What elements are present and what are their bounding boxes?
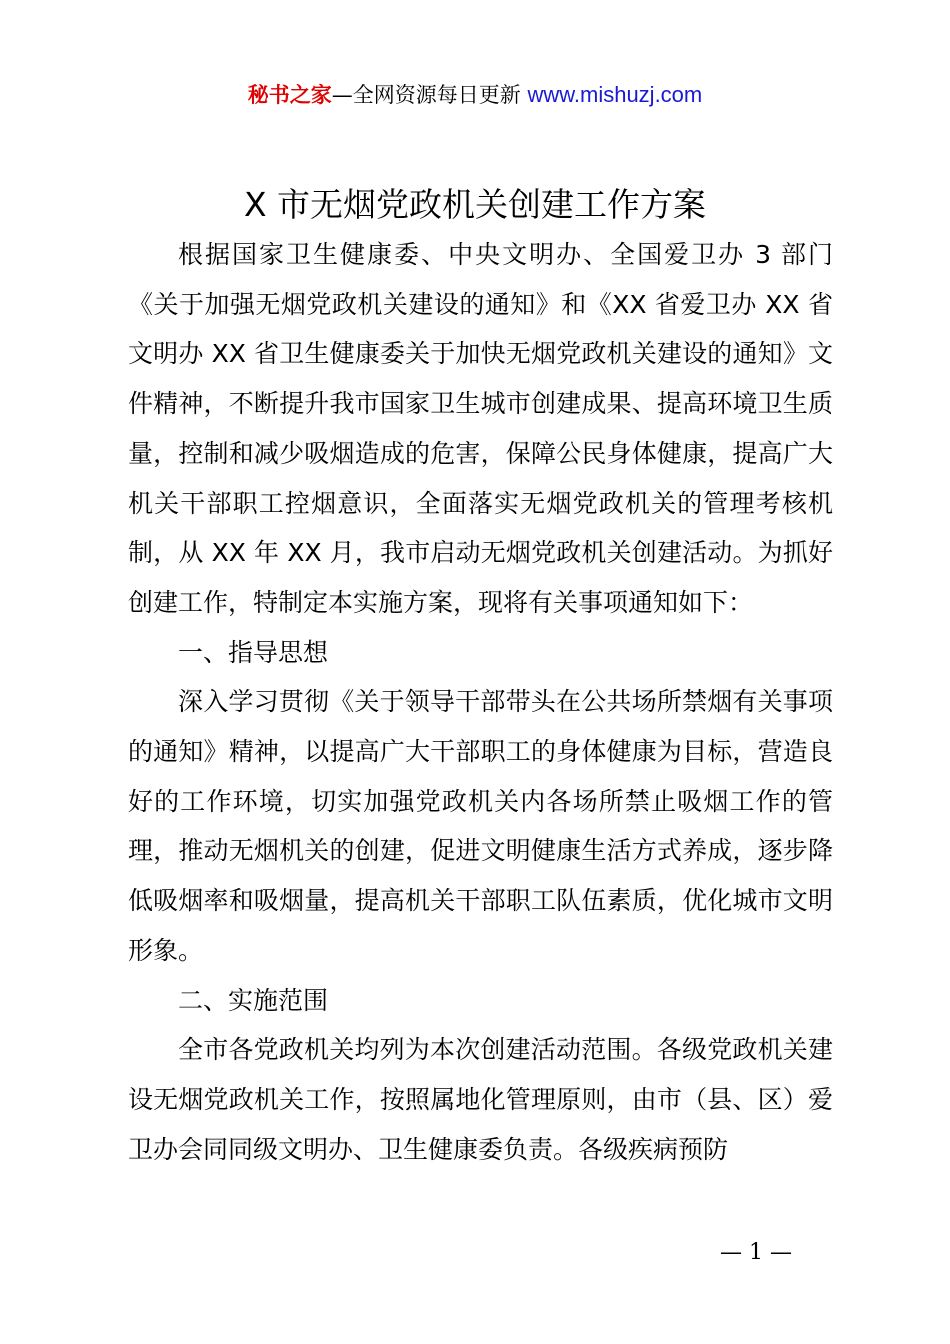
- site-url-link[interactable]: www.mishuzj.com: [527, 82, 703, 107]
- document-body: [128, 230, 833, 1174]
- section-heading-scope: 二、实施范围: [178, 985, 329, 1015]
- site-brand: 秘书之家: [247, 83, 332, 107]
- page-number: — 1 —: [720, 1240, 792, 1265]
- guiding-ideology-paragraph: 深入学习贯彻《关于领导干部带头在公共场所禁烟有关事项的通知》精神，以提高广大干部职工的身体健康为目标，营造良好的工作环境，切实加强党政机关内各场所禁止吸烟工作的管理，推动无烟机关的创建，促进文明健康生活方式养成，逐步降低吸烟率和吸烟量，提高机关干部职工队伍素质，优化城市文明形象。: [128, 687, 833, 965]
- scope-paragraph: 全市各党政机关均列为本次创建活动范围。各级党政机关建设无烟党政机关工作，按照属地化管理原则，由市（县、区）爱卫办会同同级文明办、卫生健康委负责。各级疾病预防: [128, 1035, 833, 1164]
- site-slogan: —全网资源每日更新: [331, 83, 528, 107]
- site-header: [0, 78, 950, 112]
- document-title: X 市无烟党政机关创建工作方案: [243, 185, 707, 224]
- section-heading-guiding-ideology: 一、指导思想: [178, 637, 329, 667]
- intro-paragraph: 根据国家卫生健康委、中央文明办、全国爱卫办 3 部门《关于加强无烟党政机关建设的通知》和《XX 省爱卫办 XX 省文明办 XX 省卫生健康委关于加快无烟党政机关建设的通知》文件精神，不断提升我市国家卫生城市创建成果、提高环境卫生质量，控制和减少吸烟造成的危害，保障公民身体健康，提高广大机关干部职工控烟意识，全面落实无烟党政机关的管理考核机制，从 XX 年 XX 月，我市启动无烟党政机关创建活动。为抓好创建工作，特制定本实施方案，现将有关事项通知如下：: [128, 240, 833, 617]
